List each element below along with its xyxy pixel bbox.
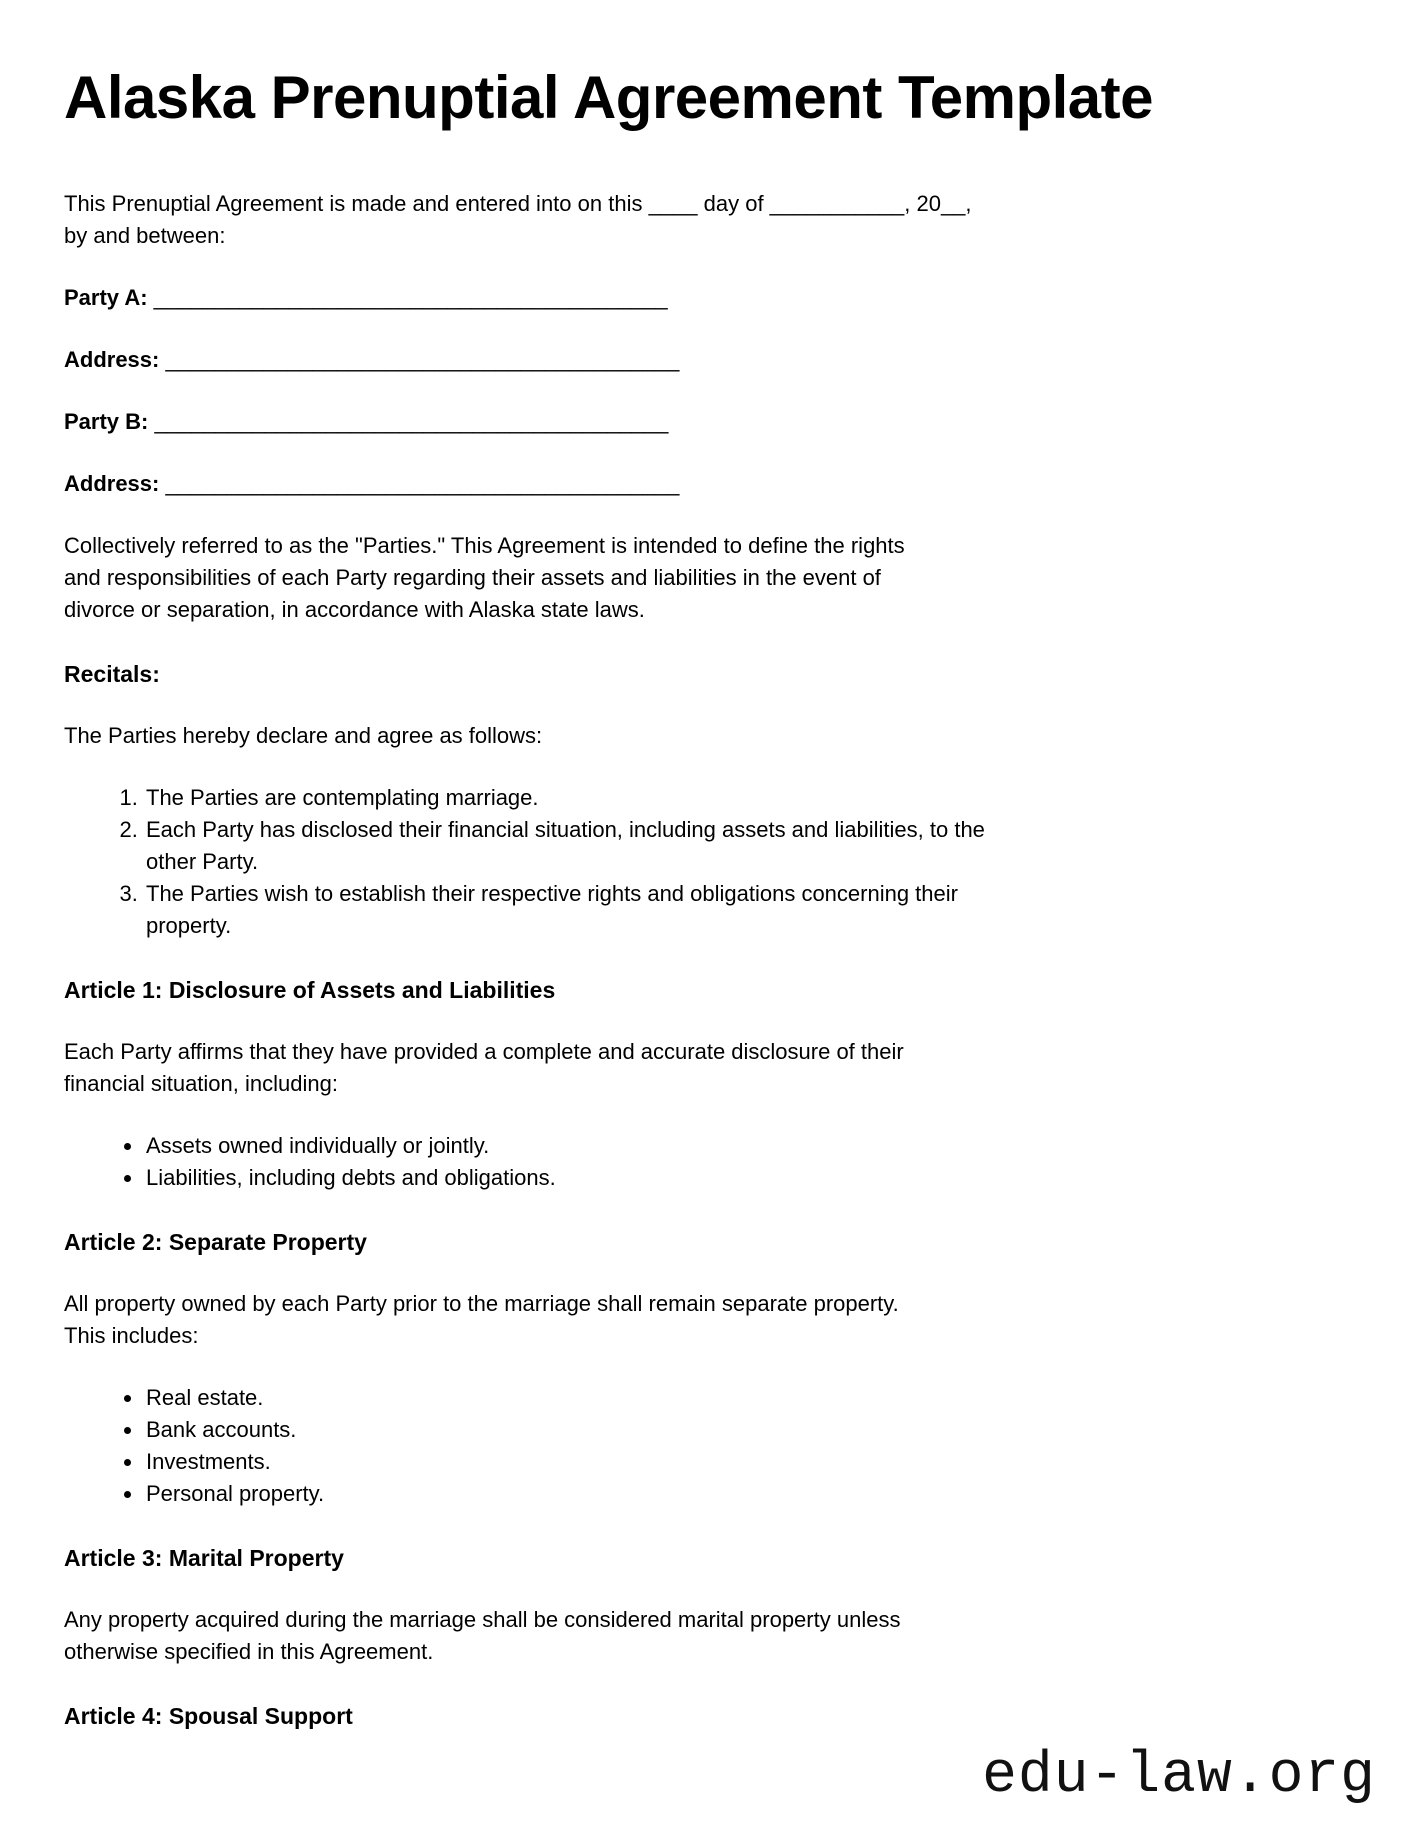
article-2-bullet-2: • Bank accounts. [144, 1414, 1352, 1446]
field-party-a-blank-line: __________________________________________ [153, 285, 668, 310]
edu-law-watermark: edu-law.org [982, 1744, 1376, 1809]
document-title: Alaska Prenuptial Agreement Template [64, 64, 1154, 131]
collective-line-2: and responsibilities of each Party regarding their assets and liabilities in the event of [64, 565, 881, 590]
field-address-a [64, 344, 1352, 376]
article-2-heading: Article 2: Separate Property [64, 1229, 367, 1255]
article-1-body-line-2: financial situation, including: [64, 1071, 338, 1096]
recital-item-1-line-1: 1. The Parties are contemplating marriage. [146, 785, 539, 810]
field-address-a-label: Address: [64, 347, 160, 372]
article-3-body-line-1: Any property acquired during the marriage shall be considered marital property unless [64, 1607, 901, 1632]
recital-item-1 [144, 782, 1352, 814]
recital-item-3 [144, 878, 1352, 942]
article-2-bullet-1: • Real estate. [144, 1382, 1352, 1414]
field-address-b-label: Address: [64, 471, 160, 496]
field-party-b-label: Party B: [64, 409, 149, 434]
article-2-bullet-list [64, 1382, 1352, 1510]
article-1-bullet-1: • Assets owned individually or jointly. [144, 1130, 1352, 1162]
field-party-b [64, 406, 1352, 438]
recital-item-3-line-2: property. [146, 913, 232, 938]
recital-item-2-line-2: other Party. [146, 849, 259, 874]
article-2-body-line-2: This includes: [64, 1323, 199, 1348]
recital-item-2-line-1: 2. Each Party has disclosed their financial situation, including assets and liabilities, to the [146, 817, 985, 842]
field-address-a-blank-line: __________________________________________ [165, 347, 680, 372]
field-address-b-blank-line: __________________________________________ [165, 471, 680, 496]
article-4-heading: Article 4: Spousal Support [64, 1703, 353, 1729]
article-1-bullet-list [64, 1130, 1352, 1194]
recitals-intro: The Parties hereby declare and agree as follows: [64, 723, 543, 748]
collective-paragraph [64, 530, 1352, 626]
intro-line-1: This Prenuptial Agreement is made and entered into on this ____ day of ___________, 20__, [64, 191, 972, 216]
recital-item-3-line-1: 3. The Parties wish to establish their respective rights and obligations concerning their [146, 881, 958, 906]
field-party-a [64, 282, 1352, 314]
article-2-body-line-1: All property owned by each Party prior to the marriage shall remain separate property. [64, 1291, 899, 1316]
recital-item-2 [144, 814, 1352, 878]
article-2-body [64, 1288, 1352, 1352]
recitals-heading: Recitals: [64, 661, 160, 687]
article-1-body [64, 1036, 1352, 1100]
collective-line-1: Collectively referred to as the "Parties." This Agreement is intended to define the rights [64, 533, 905, 558]
article-2-bullet-4: • Personal property. [144, 1478, 1352, 1510]
field-party-b-blank-line: __________________________________________ [154, 409, 669, 434]
collective-line-3: divorce or separation, in accordance with Alaska state laws. [64, 597, 645, 622]
article-1-heading: Article 1: Disclosure of Assets and Liabilities [64, 977, 556, 1003]
recitals-list [64, 782, 1352, 942]
article-1-bullet-2: • Liabilities, including debts and obligations. [144, 1162, 1352, 1194]
article-3-heading: Article 3: Marital Property [64, 1545, 344, 1571]
field-address-b [64, 468, 1352, 500]
intro-line-2: by and between: [64, 223, 226, 248]
intro-paragraph [64, 188, 1352, 252]
article-3-body [64, 1604, 1352, 1668]
article-3-body-line-2: otherwise specified in this Agreement. [64, 1639, 434, 1664]
article-2-bullet-3: • Investments. [144, 1446, 1352, 1478]
field-party-a-label: Party A: [64, 285, 148, 310]
article-1-body-line-1: Each Party affirms that they have provided a complete and accurate disclosure of their [64, 1039, 904, 1064]
